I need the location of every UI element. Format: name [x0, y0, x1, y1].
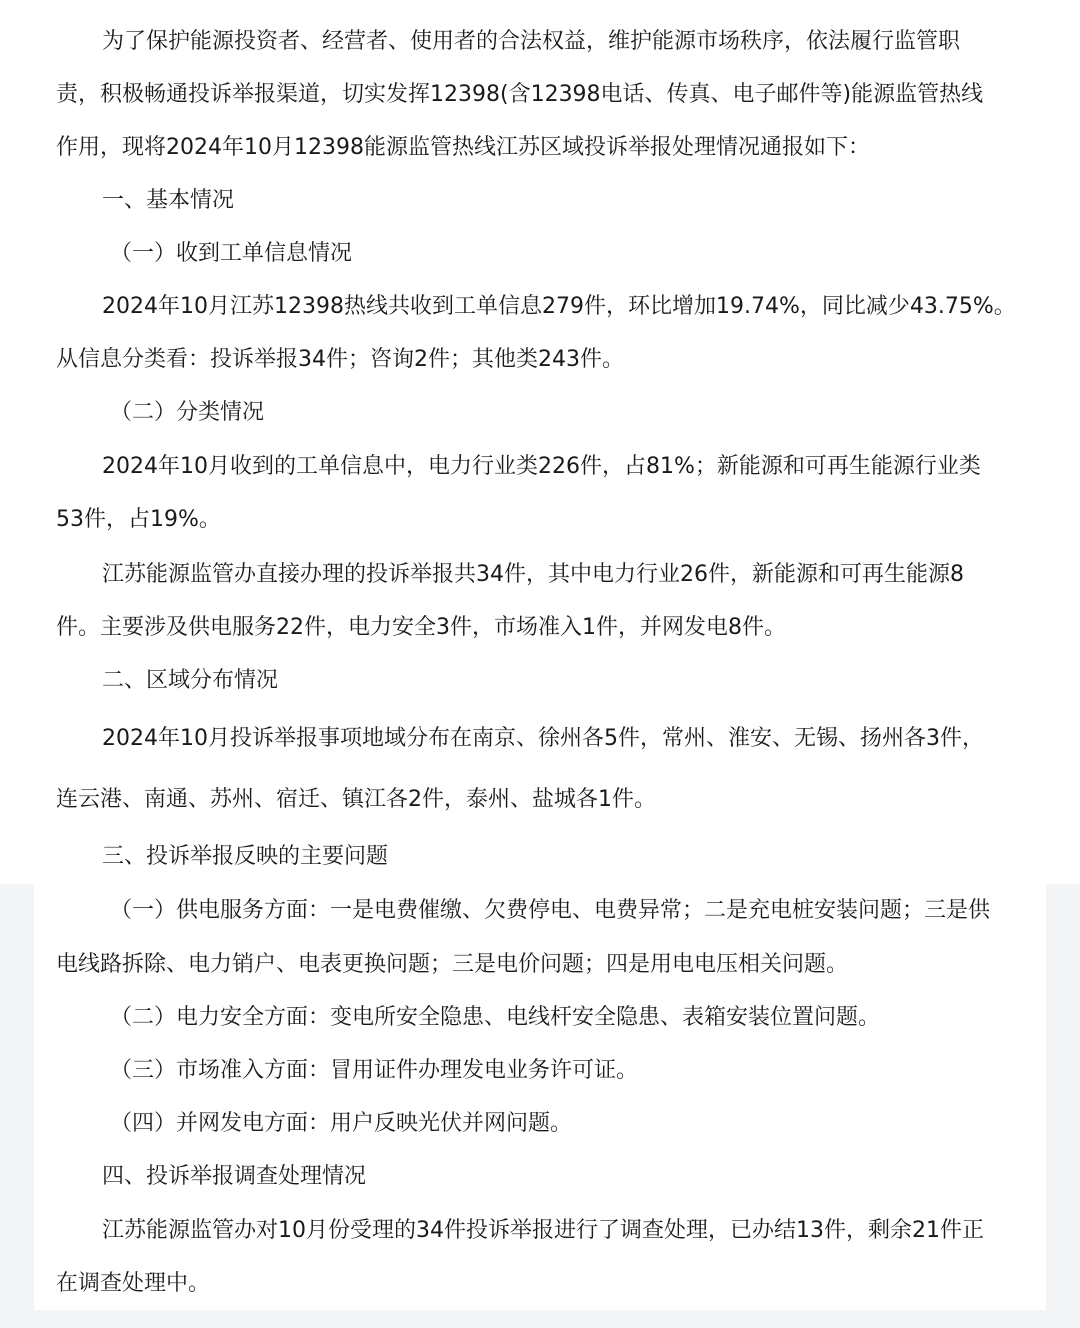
- paragraph-direct-handling-line-1: 江苏能源监管办直接办理的投诉举报共34件，其中电力行业26件，新能源和可再生能源8: [102, 562, 964, 587]
- paragraph-intro-line-1: 为了保护能源投资者、经营者、使用者的合法权益，维护能源市场秩序，依法履行监管职: [102, 29, 961, 54]
- document-body: [34, 0, 1046, 1310]
- paragraph-intro-line-3: 作用，现将2024年10月12398能源监管热线江苏区域投诉举报处理情况通报如下：: [56, 135, 870, 160]
- paragraph-market-access: （三）市场准入方面：冒用证件办理发电业务许可证。: [110, 1058, 639, 1083]
- paragraph-regional-line-2: 连云港、南通、苏州、宿迁、镇江各2件，泰州、盐城各1件。: [56, 787, 656, 812]
- paragraph-intro-line-2: 责，积极畅通投诉举报渠道，切实发挥12398(含12398电话、传真、电子邮件等)能源监管热线: [56, 82, 984, 107]
- section-heading-main-issues: 三、投诉举报反映的主要问题: [102, 844, 389, 869]
- subheading-work-orders: （一）收到工单信息情况: [110, 241, 353, 266]
- paragraph-investigation-line-2: 在调查处理中。: [56, 1271, 211, 1296]
- section-heading-basic: 一、基本情况: [102, 188, 235, 213]
- paragraph-power-supply-line-2: 电线路拆除、电力销户、电表更换问题；三是电价问题；四是用电电压相关问题。: [56, 952, 849, 977]
- paragraph-investigation-line-1: 江苏能源监管办对10月份受理的34件投诉举报进行了调查处理，已办结13件，剩余21件正: [102, 1218, 984, 1243]
- paragraph-power-safety: （二）电力安全方面：变电所安全隐患、电线杆安全隐患、表箱安装位置问题。: [110, 1005, 881, 1030]
- paragraph-direct-handling-line-2: 件。主要涉及供电服务22件，电力安全3件，市场准入1件，并网发电8件。: [56, 615, 786, 640]
- paragraph-work-orders-line-1: 2024年10月江苏12398热线共收到工单信息279件，环比增加19.74%，同比减少43.75%。: [102, 294, 1016, 319]
- section-heading-investigation: 四、投诉举报调查处理情况: [102, 1164, 367, 1189]
- paragraph-classification-line-2: 53件，占19%。: [56, 507, 221, 532]
- paragraph-classification-line-1: 2024年10月收到的工单信息中，电力行业类226件，占81%；新能源和可再生能源行业类: [102, 454, 981, 479]
- paragraph-work-orders-line-2: 从信息分类看：投诉举报34件；咨询2件；其他类243件。: [56, 347, 624, 372]
- paragraph-power-supply-line-1: （一）供电服务方面：一是电费催缴、欠费停电、电费异常；二是充电桩安装问题；三是供: [110, 898, 991, 923]
- subheading-classification: （二）分类情况: [110, 400, 265, 425]
- section-heading-regional: 二、区域分布情况: [102, 668, 279, 693]
- paragraph-grid-connection: （四）并网发电方面：用户反映光伏并网问题。: [110, 1111, 573, 1136]
- paragraph-regional-line-1: 2024年10月投诉举报事项地域分布在南京、徐州各5件，常州、淮安、无锡、扬州各3件，: [102, 726, 984, 751]
